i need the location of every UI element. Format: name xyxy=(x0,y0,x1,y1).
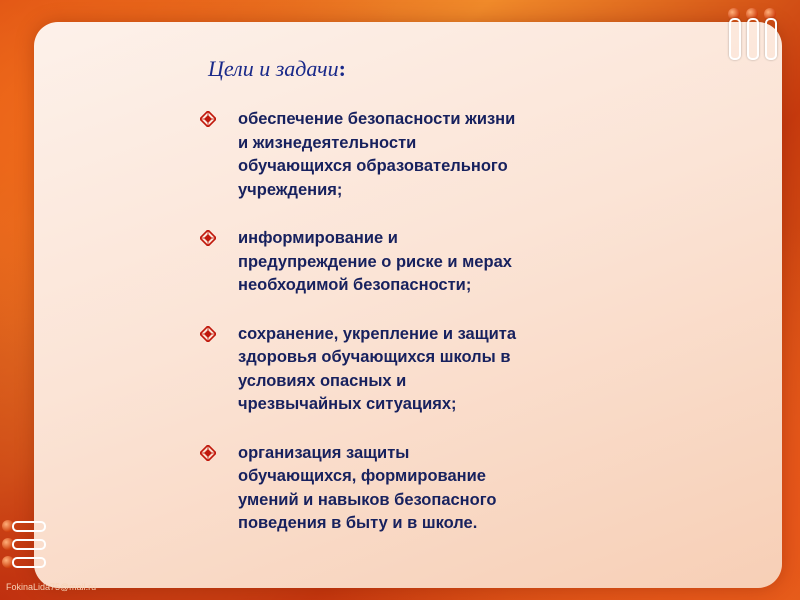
diamond-ornament-icon xyxy=(200,323,238,417)
paperclip-icon xyxy=(762,8,778,60)
list-item-text: организация защиты обучающихся, формирование умений и навыков безопасного поведения в быту и в школе. xyxy=(238,443,497,532)
paperclip-icon xyxy=(726,8,742,60)
slide-title xyxy=(208,56,346,82)
paperclip-icon xyxy=(2,536,46,552)
list-item xyxy=(200,442,590,536)
slide-title-text: Цели и задачи xyxy=(208,56,339,81)
diamond-ornament-icon xyxy=(200,227,238,298)
list-item xyxy=(200,323,590,417)
list-item-text: обеспечение безопасности жизни и жизнедеятельности обучающихся образовательного учреждения; xyxy=(238,110,516,199)
list-item xyxy=(200,227,590,298)
slide-title-colon: : xyxy=(338,56,346,81)
paperclip-icon xyxy=(2,554,46,570)
list-item-text: информирование и предупреждение о риске и мерах необходимой безопасности; xyxy=(238,229,512,294)
list-item xyxy=(200,108,590,202)
footer-email: FokinaLida75@mail.ru xyxy=(6,582,97,592)
paperclips-top-right xyxy=(726,8,778,60)
diamond-ornament-icon xyxy=(200,108,238,202)
goals-list xyxy=(200,108,590,561)
paperclips-bottom-left xyxy=(2,518,46,570)
paperclip-icon xyxy=(744,8,760,60)
paperclip-icon xyxy=(2,518,46,534)
list-item-text: сохранение, укрепление и защита здоровья обучающихся школы в условиях опасных и чрезвычайных ситуациях; xyxy=(238,324,517,413)
diamond-ornament-icon xyxy=(200,442,238,536)
